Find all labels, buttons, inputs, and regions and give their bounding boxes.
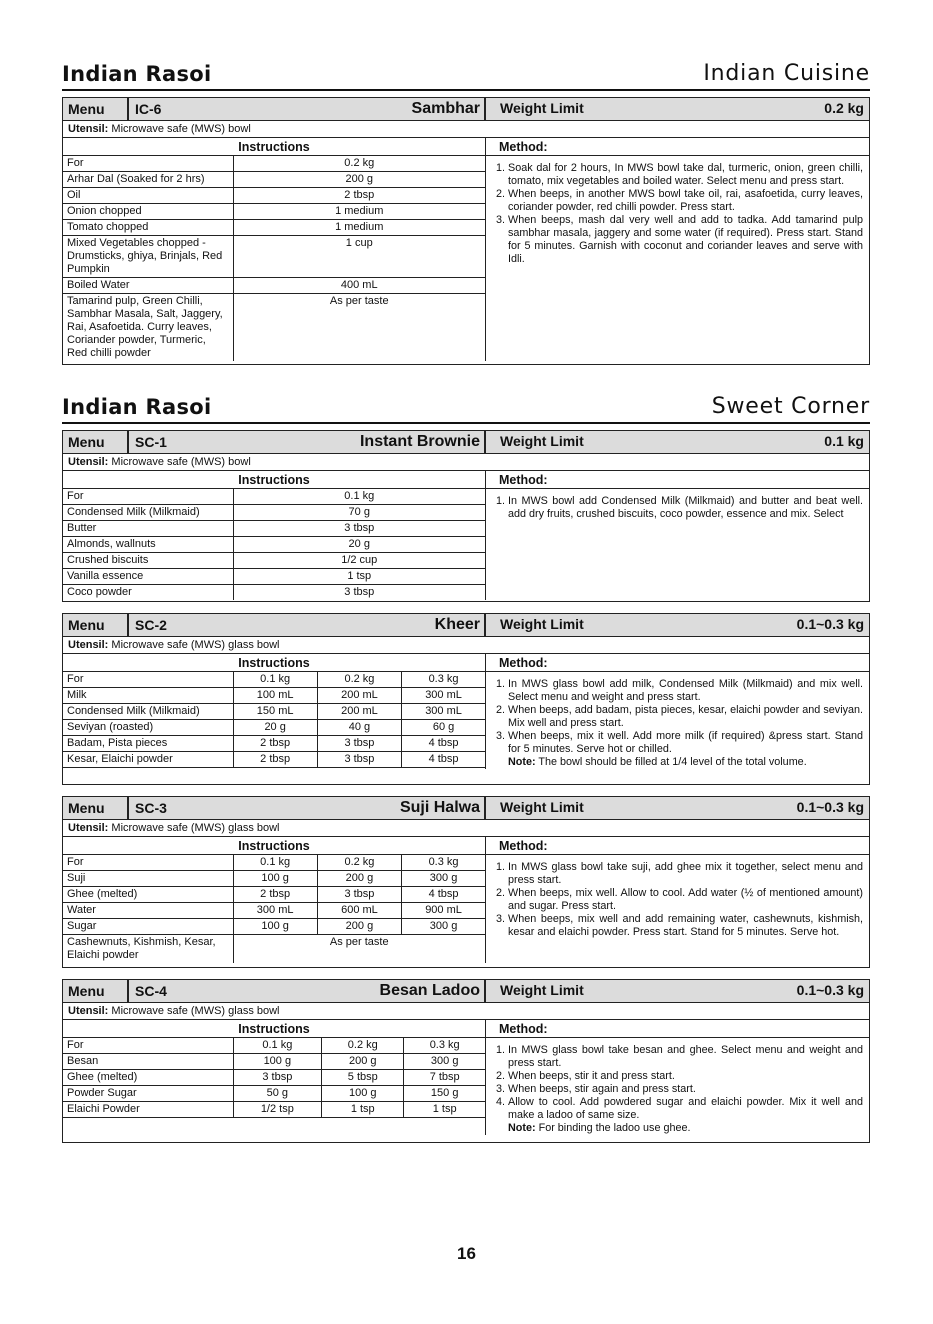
table-row: Sugar 100 g 200 g 300 g [63,919,485,935]
menu-label: Menu [63,431,129,453]
instructions-heading: Instructions [63,837,485,855]
method-step: 2. When beeps, add badam, pista pieces, kesar, elaichi powder and seviyan. Mix well and press start. [508,704,863,730]
weight-limit-value: 0.1~0.3 kg [796,616,864,632]
table-row: Tamarind pulp, Green Chilli, Sambhar Masala, Salt, Jaggery, Rai, Asafoetida. Curry leaves, Coriander powder, Turmeric, Red chilli powder As per taste [63,294,485,362]
utensil-row [63,820,869,837]
table-row: Kesar, Elaichi powder 2 tbsp 3 tbsp 4 tbsp [63,752,485,768]
table-row: For 0.1 kg [63,489,485,505]
table-row: Crushed biscuits 1/2 cup [63,553,485,569]
method-list [486,489,869,521]
method-step: 3. When beeps, mix it well. Add more milk (if required) &press start. Stand for 5 minutes. Serve hot or chilled. [508,730,863,756]
weight-limit-value: 0.2 kg [824,100,864,116]
table-row: For 0.2 kg [63,156,485,172]
utensil-label: Utensil: [68,456,109,468]
utensil-row [63,121,869,138]
table-row: Besan 100 g 200 g 300 g [63,1054,485,1070]
recipe-card-instant-brownie [62,430,870,602]
ingredients-table [63,1038,485,1118]
menu-label: Menu [63,797,129,819]
instructions-heading: Instructions [63,654,485,672]
method-list [486,672,869,756]
method-note [486,1122,869,1135]
recipe-name: Instant Brownie [359,433,480,450]
ingredients-table [63,672,485,768]
table-row: Suji 100 g 200 g 300 g [63,871,485,887]
instructions-panel [63,837,486,963]
table-row: Condensed Milk (Milkmaid) 70 g [63,505,485,521]
ingredients-table [63,855,485,963]
recipe-header [63,797,869,820]
method-step: 2. When beeps, stir it and press start. [508,1070,863,1083]
weight-limit-label: Weight Limit [500,799,584,815]
method-panel [486,138,869,361]
instructions-panel [63,138,486,361]
method-list [486,156,869,266]
utensil-label: Utensil: [68,822,109,834]
ingredients-table [63,489,485,600]
method-panel [486,471,869,600]
menu-code: SC-4 [135,983,167,999]
method-step: 4. Allow to cool. Add powdered sugar and elaichi powder. Mix it well and make a ladoo of same size. [508,1096,863,1122]
method-panel [486,1020,869,1135]
table-row: Tomato chopped 1 medium [63,220,485,236]
instructions-heading: Instructions [63,138,485,156]
table-row: Condensed Milk (Milkmaid) 150 mL 200 mL 300 mL [63,704,485,720]
table-row: Cashewnuts, Kishmish, Kesar, Elaichi powder As per taste [63,935,485,964]
method-step: 1. In MWS glass bowl take besan and ghee. Select menu and weight and press start. [508,1044,863,1070]
utensil-row [63,637,869,654]
recipe-name: Sambhar [411,100,480,117]
recipe-card-kheer [62,613,870,785]
table-row: Water 300 mL 600 mL 900 mL [63,903,485,919]
note-label: Note: [508,756,536,768]
recipe-name: Suji Halwa [399,799,480,816]
section-header-indian-cuisine [62,55,870,91]
method-heading: Method: [486,138,869,156]
weight-limit-header [486,98,869,120]
table-row: Vanilla essence 1 tsp [63,569,485,585]
method-step: 1. In MWS bowl add Condensed Milk (Milkmaid) and butter and beat well. add dry fruits, crushed biscuits, coco powder, essence and mix. Select [508,495,863,521]
table-row: For 0.1 kg 0.2 kg 0.3 kg [63,1038,485,1054]
table-row: Badam, Pista pieces 2 tbsp 3 tbsp 4 tbsp [63,736,485,752]
weight-limit-header [486,980,869,1002]
weight-limit-value: 0.1 kg [824,433,864,449]
menu-code: SC-1 [135,434,167,450]
recipe-header [63,980,869,1003]
utensil-row [63,454,869,471]
method-heading: Method: [486,1020,869,1038]
method-step: 1. In MWS glass bowl take suji, add ghee mix it together, select menu and press start. [508,861,863,887]
weight-limit-header [486,614,869,636]
weight-limit-label: Weight Limit [500,982,584,998]
category-title: Indian Cuisine [703,61,870,86]
table-row: Milk 100 mL 200 mL 300 mL [63,688,485,704]
method-step: 2. When beeps, mix well. Allow to cool. Add water (½ of mentioned amount) and sugar. Press start. [508,887,863,913]
menu-code: SC-3 [135,800,167,816]
recipe-header [63,98,869,121]
menu-code: SC-2 [135,617,167,633]
utensil-label: Utensil: [68,1005,109,1017]
instructions-panel [63,654,486,769]
utensil-value: Microwave safe (MWS) bowl [111,123,251,135]
table-row: Coco powder 3 tbsp [63,585,485,601]
note-label: Note: [508,1122,536,1134]
note-text: The bowl should be filled at 1/4 level of the total volume. [538,756,807,768]
table-row: Seviyan (roasted) 20 g 40 g 60 g [63,720,485,736]
menu-label: Menu [63,614,129,636]
weight-limit-label: Weight Limit [500,433,584,449]
table-row: Onion chopped 1 medium [63,204,485,220]
menu-label: Menu [63,98,129,120]
instructions-heading: Instructions [63,471,485,489]
menu-code: IC-6 [135,101,162,117]
weight-limit-value: 0.1~0.3 kg [796,799,864,815]
method-heading: Method: [486,837,869,855]
recipe-card-suji-halwa [62,796,870,968]
method-list [486,1038,869,1122]
instructions-heading: Instructions [63,1020,485,1038]
method-panel [486,837,869,963]
table-row: For 0.1 kg 0.2 kg 0.3 kg [63,672,485,688]
method-heading: Method: [486,654,869,672]
table-row: Ghee (melted) 3 tbsp 5 tbsp 7 tbsp [63,1070,485,1086]
method-heading: Method: [486,471,869,489]
note-text: For binding the ladoo use ghee. [538,1122,691,1134]
utensil-label: Utensil: [68,639,109,651]
table-row: Elaichi Powder 1/2 tsp 1 tsp 1 tsp [63,1102,485,1118]
method-list [486,855,869,939]
recipe-card-sambhar [62,97,870,365]
table-row: Powder Sugar 50 g 100 g 150 g [63,1086,485,1102]
table-row: Ghee (melted) 2 tbsp 3 tbsp 4 tbsp [63,887,485,903]
brand-title: Indian Rasoi [62,62,212,86]
method-panel [486,654,869,769]
weight-limit-header [486,431,869,453]
category-title: Sweet Corner [711,394,870,419]
method-step: 1. Soak dal for 2 hours, In MWS bowl take dal, turmeric, onion, green chilli, tomato, mix vegetables and boiled water. Select menu and press start. [508,162,863,188]
recipe-name: Besan Ladoo [379,982,480,999]
method-note [486,756,869,769]
recipe-header [63,614,869,637]
instructions-panel [63,1020,486,1135]
recipe-header [63,431,869,454]
brand-title: Indian Rasoi [62,395,212,419]
method-step: 2. When beeps, in another MWS bowl take oil, rai, asafoetida, curry leaves, coriander powder, red chilli powder. Press start. [508,188,863,214]
weight-limit-value: 0.1~0.3 kg [796,982,864,998]
table-row: Arhar Dal (Soaked for 2 hrs) 200 g [63,172,485,188]
table-row: For 0.1 kg 0.2 kg 0.3 kg [63,855,485,871]
method-step: 3. When beeps, mash dal very well and add to tadka. Add tamarind pulp sambhar masala, jaggery and some water (if required). Press start. Stand for 5 minutes. Garnish with coconut and coriander leaves and serve with Idli. [508,214,863,266]
table-row: Mixed Vegetables chopped - Drumsticks, ghiya, Brinjals, Red Pumpkin 1 cup [63,236,485,278]
utensil-value: Microwave safe (MWS) glass bowl [111,639,280,651]
utensil-value: Microwave safe (MWS) glass bowl [111,1005,280,1017]
method-step: 3. When beeps, stir again and press start. [508,1083,863,1096]
weight-limit-label: Weight Limit [500,616,584,632]
ingredients-table [63,156,485,361]
table-row: Boiled Water 400 mL [63,278,485,294]
section-header-sweet-corner [62,388,870,424]
table-row: Almonds, wallnuts 20 g [63,537,485,553]
utensil-row [63,1003,869,1020]
weight-limit-label: Weight Limit [500,100,584,116]
recipe-name: Kheer [434,616,480,633]
utensil-value: Microwave safe (MWS) glass bowl [111,822,280,834]
weight-limit-header [486,797,869,819]
table-row: Oil 2 tbsp [63,188,485,204]
method-step: 1. In MWS glass bowl add milk, Condensed Milk (Milkmaid) and mix well. Select menu and weight and press start. [508,678,863,704]
page-number: 16 [457,1244,476,1263]
utensil-label: Utensil: [68,123,109,135]
table-row: Butter 3 tbsp [63,521,485,537]
menu-label: Menu [63,980,129,1002]
instructions-panel [63,471,486,600]
recipe-card-besan-ladoo [62,979,870,1143]
utensil-value: Microwave safe (MWS) bowl [111,456,251,468]
method-step: 3. When beeps, mix well and add remaining water, cashewnuts, kishmish, kesar and elaichi powder. Press start. Stand for 5 minutes. Serve hot. [508,913,863,939]
